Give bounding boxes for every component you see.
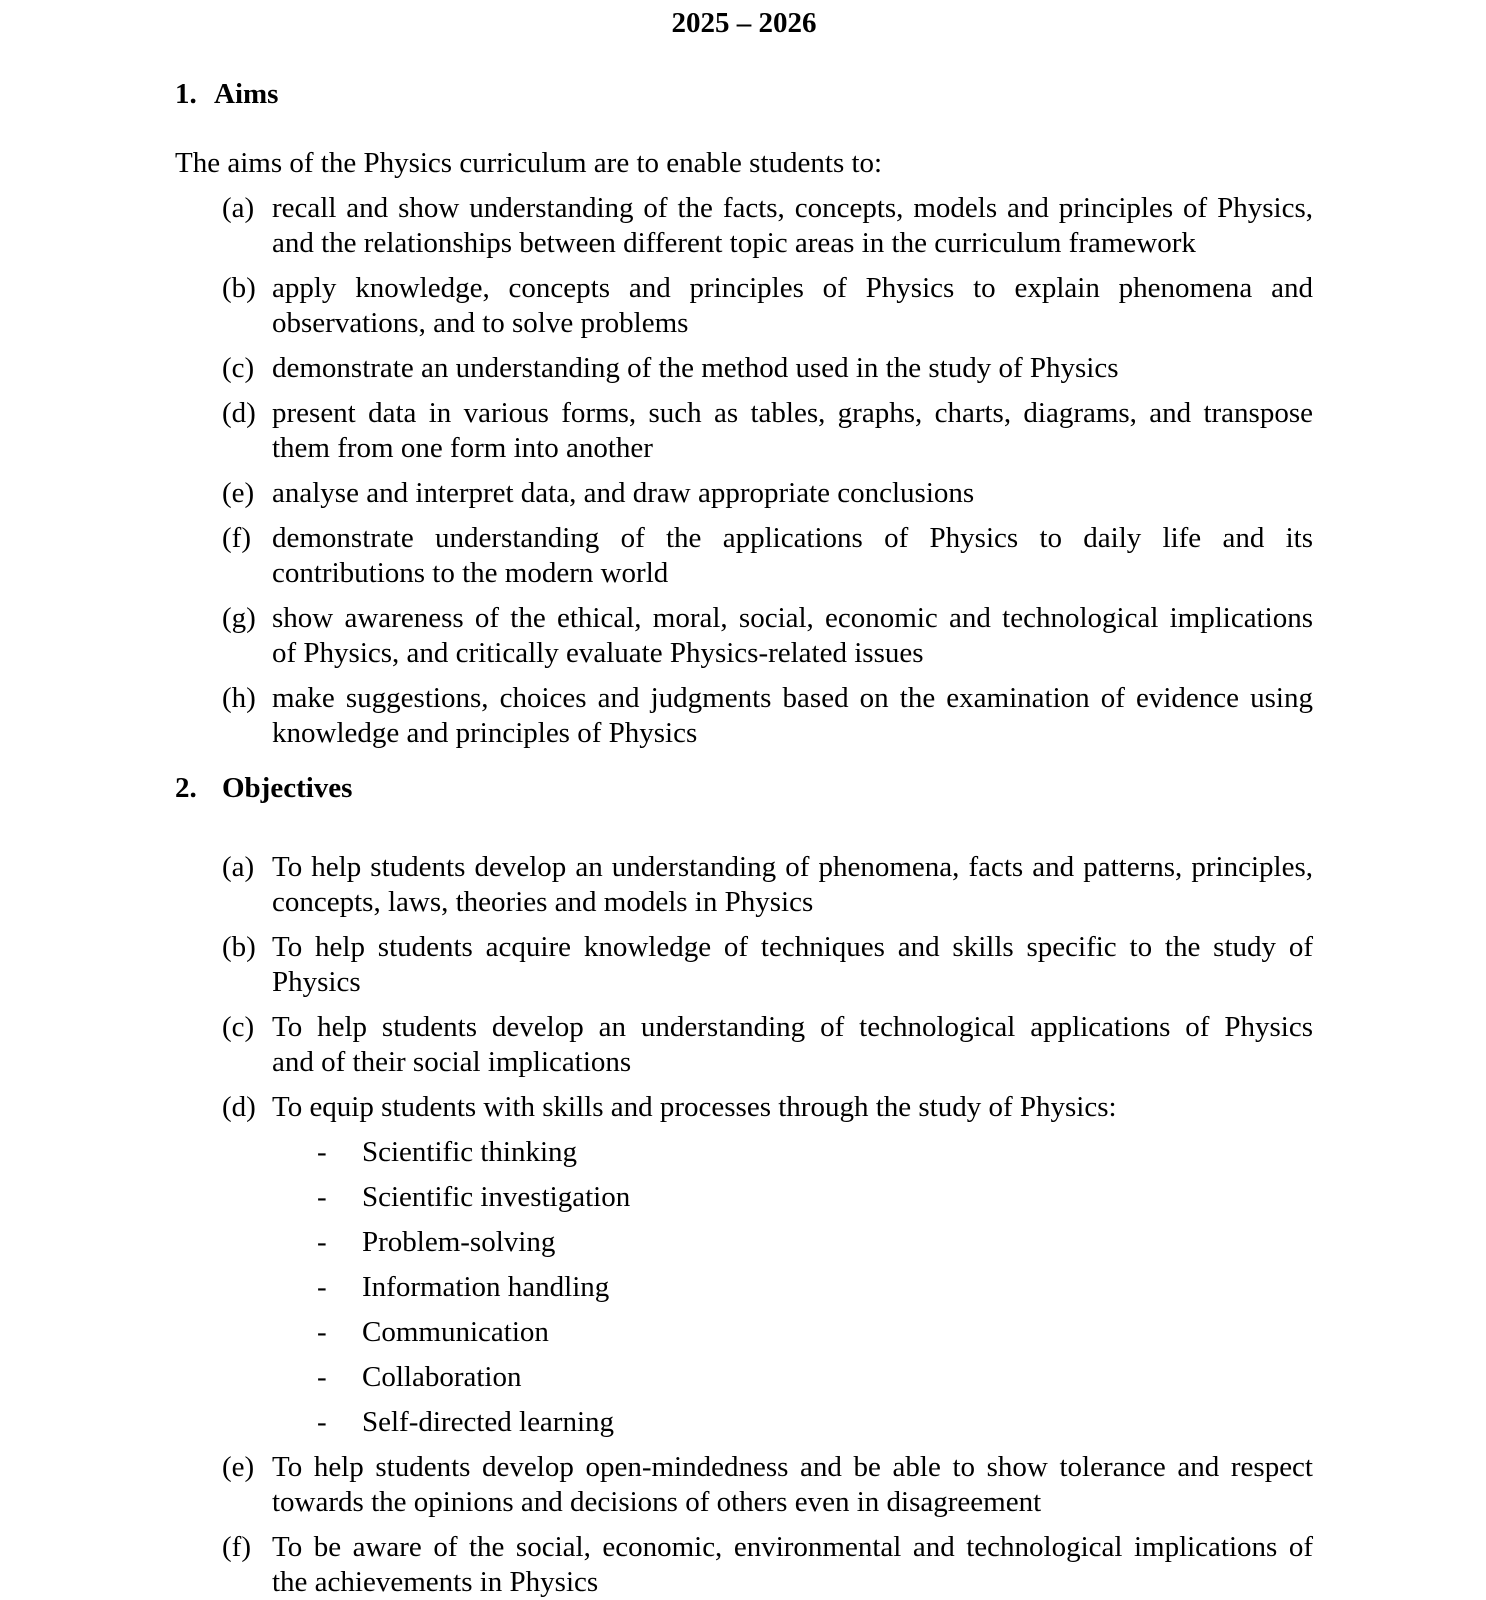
text-line: To help students acquire knowledge of techniques and skills specific to the study of bbox=[272, 931, 1313, 963]
list-item bbox=[222, 271, 1313, 341]
dash-bullet: - bbox=[317, 1181, 327, 1213]
sub-item-text: Communication bbox=[362, 1316, 549, 1348]
list-item bbox=[222, 476, 1313, 511]
text-line: and of their social implications bbox=[272, 1046, 632, 1078]
dash-bullet: - bbox=[317, 1316, 327, 1348]
item-label: (b) bbox=[222, 931, 256, 963]
dash-bullet: - bbox=[317, 1136, 327, 1168]
objectives-list bbox=[222, 850, 1313, 1600]
list-item bbox=[222, 601, 1313, 671]
text-line: To be aware of the social, economic, environmental and technological implications of bbox=[272, 1531, 1313, 1563]
dash-bullet: - bbox=[317, 1361, 327, 1393]
text-line: concepts, laws, theories and models in Physics bbox=[272, 886, 814, 918]
text-line: demonstrate understanding of the applications of Physics to daily life and its bbox=[272, 522, 1313, 554]
list-item bbox=[222, 681, 1313, 751]
item-label: (e) bbox=[222, 1451, 255, 1483]
text-line: recall and show understanding of the facts, concepts, models and principles of Physics, bbox=[272, 192, 1313, 224]
section-number: 1. bbox=[175, 78, 197, 110]
dash-bullet: - bbox=[317, 1226, 327, 1258]
sub-list-item bbox=[272, 1360, 1313, 1395]
dash-bullet: - bbox=[317, 1271, 327, 1303]
sub-list-item bbox=[272, 1405, 1313, 1440]
text-line: and the relationships between different topic areas in the curriculum framework bbox=[272, 227, 1196, 259]
text-line: To help students develop open-mindedness and be able to show tolerance and respect bbox=[272, 1451, 1313, 1483]
text-line: To help students develop an understanding of technological applications of Physics bbox=[272, 1011, 1313, 1043]
text-line: the achievements in Physics bbox=[272, 1566, 599, 1598]
page-title: 2025 – 2026 bbox=[671, 7, 817, 39]
text-line: present data in various forms, such as tables, graphs, charts, diagrams, and transpose bbox=[272, 397, 1313, 429]
sub-item-text: Collaboration bbox=[362, 1361, 522, 1393]
sub-list-item bbox=[272, 1135, 1313, 1170]
section-heading-objectives bbox=[175, 771, 1313, 806]
text-line: apply knowledge, concepts and principles of Physics to explain phenomena and bbox=[272, 272, 1313, 304]
sub-item-text: Information handling bbox=[362, 1271, 610, 1303]
dash-bullet: - bbox=[317, 1406, 327, 1438]
section-heading-label: Aims bbox=[214, 78, 279, 110]
sub-list-item bbox=[272, 1225, 1313, 1260]
item-label: (d) bbox=[222, 1091, 256, 1123]
text-line: of Physics, and critically evaluate Physics-related issues bbox=[272, 637, 924, 669]
item-label: (h) bbox=[222, 682, 256, 714]
item-label: (f) bbox=[222, 1531, 251, 1563]
section-heading-label: Objectives bbox=[222, 772, 353, 804]
text-line: them from one form into another bbox=[272, 432, 653, 464]
list-item bbox=[222, 930, 1313, 1000]
text-line: To help students develop an understanding of phenomena, facts and patterns, principles, bbox=[272, 851, 1313, 883]
list-item bbox=[222, 1090, 1313, 1440]
item-label: (c) bbox=[222, 352, 255, 384]
text-line: To equip students with skills and processes through the study of Physics: bbox=[272, 1091, 1117, 1123]
section-number: 2. bbox=[175, 772, 197, 804]
sub-list-item bbox=[272, 1180, 1313, 1215]
aims-intro-paragraph: The aims of the Physics curriculum are to enable students to: bbox=[175, 147, 883, 179]
section-heading-aims bbox=[175, 77, 1313, 112]
item-label: (f) bbox=[222, 522, 251, 554]
list-item bbox=[222, 850, 1313, 920]
item-label: (a) bbox=[222, 851, 255, 883]
sub-item-text: Self-directed learning bbox=[362, 1406, 615, 1438]
text-line: observations, and to solve problems bbox=[272, 307, 689, 339]
text-line: demonstrate an understanding of the method used in the study of Physics bbox=[272, 352, 1119, 384]
text-line: towards the opinions and decisions of others even in disagreement bbox=[272, 1486, 1042, 1518]
item-label: (d) bbox=[222, 397, 256, 429]
sub-item-text: Problem-solving bbox=[362, 1226, 556, 1258]
sub-item-text: Scientific thinking bbox=[362, 1136, 578, 1168]
sub-list-item bbox=[272, 1315, 1313, 1350]
item-label: (g) bbox=[222, 602, 256, 634]
text-line: analyse and interpret data, and draw appropriate conclusions bbox=[272, 477, 975, 509]
item-label: (b) bbox=[222, 272, 256, 304]
list-item bbox=[222, 1010, 1313, 1080]
sub-item-text: Scientific investigation bbox=[362, 1181, 631, 1213]
item-label: (e) bbox=[222, 477, 255, 509]
text-line: make suggestions, choices and judgments based on the examination of evidence using bbox=[272, 682, 1313, 714]
list-item bbox=[222, 1530, 1313, 1600]
sub-list-item bbox=[272, 1270, 1313, 1305]
list-item bbox=[222, 396, 1313, 466]
list-item bbox=[222, 521, 1313, 591]
text-line: Physics bbox=[272, 966, 361, 998]
list-item bbox=[222, 191, 1313, 261]
item-label: (a) bbox=[222, 192, 255, 224]
item-label: (c) bbox=[222, 1011, 255, 1043]
text-line: knowledge and principles of Physics bbox=[272, 717, 698, 749]
list-item bbox=[222, 1450, 1313, 1520]
text-line: contributions to the modern world bbox=[272, 557, 669, 589]
aims-list bbox=[222, 191, 1313, 751]
list-item bbox=[222, 351, 1313, 386]
text-line: show awareness of the ethical, moral, social, economic and technological implications bbox=[272, 602, 1313, 634]
